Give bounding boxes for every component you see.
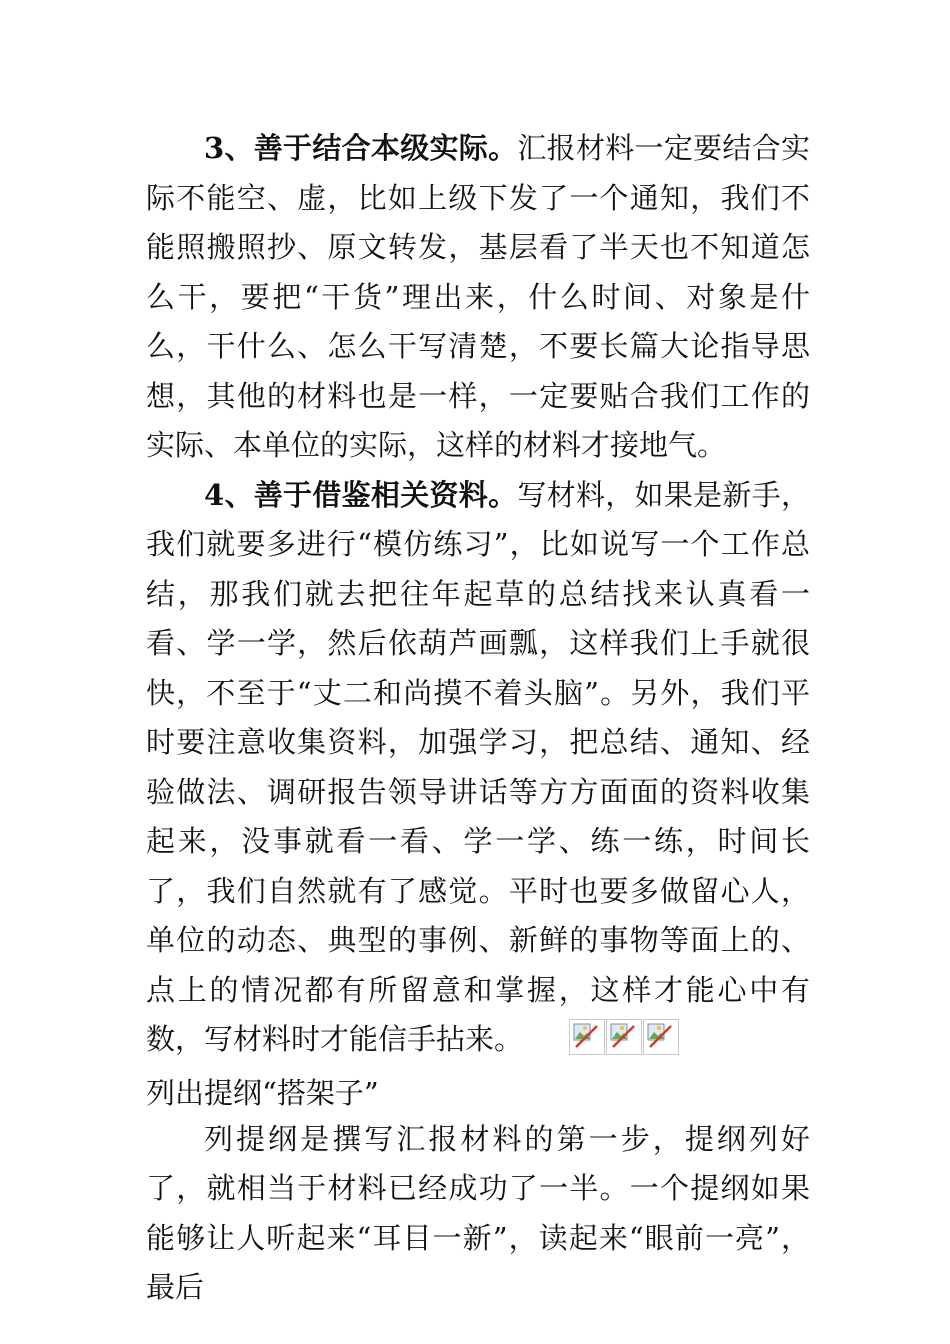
paragraph-5: 列提纲是撰写汇报材料的第一步，提纲列好了，就相当于材料已经成功了一半。一个提纲如果能够让人听起来“耳目一新”，读起来“眼前一亮”，最后 [146,1121,810,1304]
broken-image-icon [606,1019,642,1055]
section-heading: 列出提纲“搭架子” [146,1075,379,1110]
paragraph-3 [146,124,810,471]
paragraph-4 [146,471,810,1071]
broken-image-icon [569,1019,605,1055]
broken-image-group [569,1019,680,1071]
paragraph-4-body: 写材料，如果是新手，我们就要多进行“模仿练习”，比如说写一个工作总结，那我们就去把往年起草的总结找来认真看一看、学一学，然后依葫芦画瓢，这样我们上手就很快，不至于“丈二和尚摸不着头脑”。另外，我们平时要注意收集资料，加强学习，把总结、通知、经验做法、调研报告领导讲话等方方面面的资料收集起来，没事就看一看、学一学、练一练，时间长了，我们自然就有了感觉。平时也要多做留心人，单位的动态、典型的事例、新鲜的事物等面上的、点上的情况都有所留意和掌握，这样才能心中有数，写材料时才能信手拈来。 [146,477,810,1056]
paragraph-3-lead: 3、善于结合本级实际。 [204,131,518,165]
paragraph-3-body: 汇报材料一定要结合实际不能空、虚，比如上级下发了一个通知，我们不能照搬照抄、原文转发，基层看了半天也不知道怎么干，要把“干货”理出来，什么时间、对象是什么，干什么、怎么干写清楚，不要长篇大论指导思想，其他的材料也是一样，一定要贴合我们工作的实际、本单位的实际，这样的材料才接地气。 [146,131,810,462]
paragraph-4-lead: 4、善于借鉴相关资料。 [204,477,518,512]
document-page [146,124,810,1313]
broken-image-icon [643,1019,679,1055]
